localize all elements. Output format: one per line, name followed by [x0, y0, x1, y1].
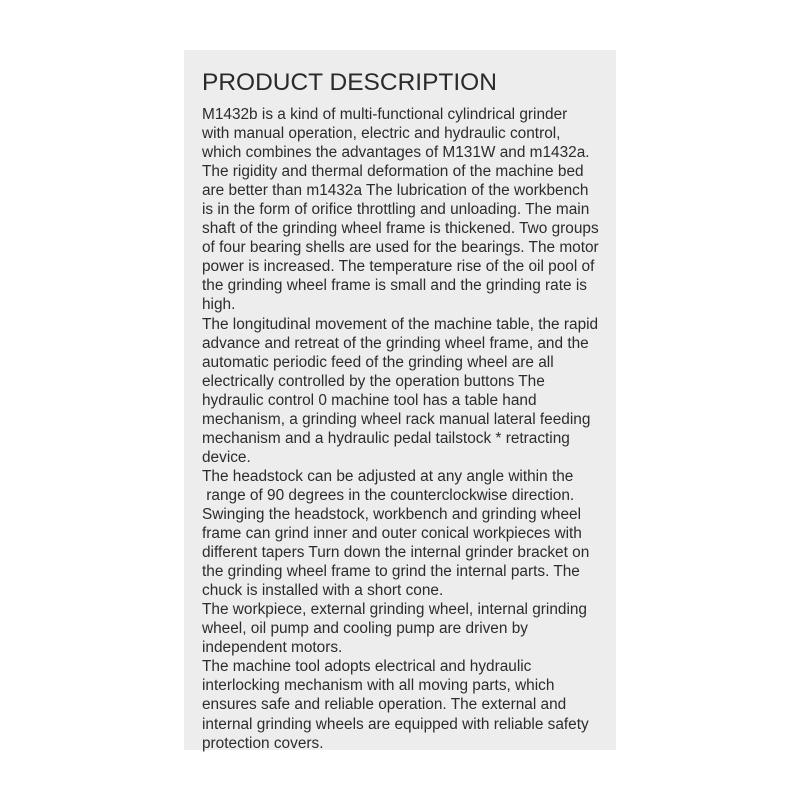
product-description-panel — [184, 50, 616, 750]
text-line: mechanism, a grinding wheel rack manual lateral feeding — [202, 410, 591, 428]
text-line: wheel, oil pump and cooling pump are driven by — [202, 620, 528, 638]
text-line: protection covers. — [202, 734, 324, 752]
text-line: The headstock can be adjusted at any angle within the — [202, 467, 574, 485]
text-line: are better than m1432a The lubrication of the workbench — [202, 182, 589, 200]
text-line: device. — [202, 448, 251, 466]
text-line: The rigidity and thermal deformation of the machine bed — [202, 163, 584, 181]
text-line: is in the form of orifice throttling and unloading. The main — [202, 201, 590, 219]
text-line: high. — [202, 296, 236, 314]
text-line: the grinding wheel frame to grind the internal parts. The — [202, 563, 580, 581]
text-line: different tapers Turn down the internal grinder bracket on — [202, 544, 590, 562]
text-line: of four bearing shells are used for the bearings. The motor — [202, 239, 599, 257]
description-text — [202, 105, 604, 753]
text-line: The longitudinal movement of the machine table, the rapid — [202, 315, 599, 333]
text-line: ensures safe and reliable operation. The external and — [202, 696, 567, 714]
text-line: M1432b is a kind of multi-functional cylindrical grinder — [202, 106, 568, 123]
text-line: advance and retreat of the grinding wheel frame, and the — [202, 334, 589, 352]
text-line: The machine tool adopts electrical and hydraulic — [202, 658, 532, 676]
text-line: frame can grind inner and outer conical workpieces with — [202, 525, 582, 543]
text-line: electrically controlled by the operation buttons The — [202, 372, 545, 390]
text-line: The workpiece, external grinding wheel, internal grinding — [202, 601, 587, 619]
text-line: automatic periodic feed of the grinding wheel are all — [202, 353, 554, 371]
text-line: interlocking mechanism with all moving parts, which — [202, 677, 555, 695]
text-line: Swinging the headstock, workbench and grinding wheel — [202, 505, 582, 523]
text-line: power is increased. The temperature rise of the oil pool of — [202, 258, 595, 276]
page-title: PRODUCT DESCRIPTION — [202, 69, 497, 96]
text-line: independent motors. — [202, 639, 343, 657]
text-line: range of 90 degrees in the counterclockwise direction. — [202, 486, 575, 504]
text-line: mechanism and a hydraulic pedal tailstock * retracting — [202, 429, 570, 447]
text-line: internal grinding wheels are equipped with reliable safety — [202, 715, 589, 733]
text-line: hydraulic control 0 machine tool has a table hand — [202, 391, 537, 409]
text-line: shaft of the grinding wheel frame is thickened. Two groups — [202, 220, 599, 238]
text-line: with manual operation, electric and hydraulic control, — [202, 125, 561, 143]
text-line: which combines the advantages of M131W and m1432a. — [202, 144, 590, 162]
text-line: the grinding wheel frame is small and the grinding rate is — [202, 277, 587, 295]
text-line: chuck is installed with a short cone. — [202, 582, 444, 600]
